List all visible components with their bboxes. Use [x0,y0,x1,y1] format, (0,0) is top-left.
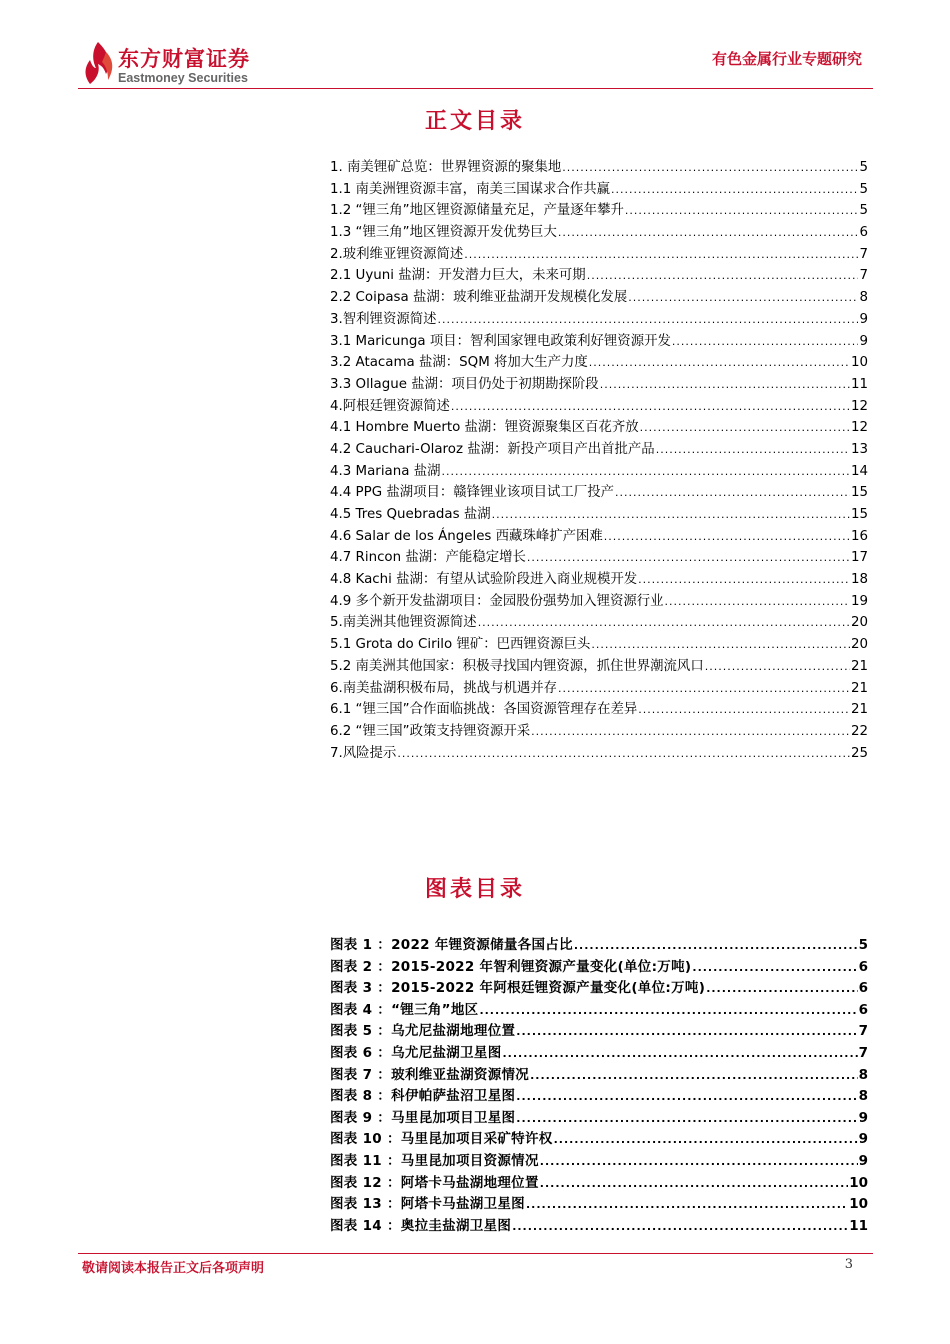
toc-entry-label: 1. 南美锂矿总览：世界锂资源的聚集地 [330,160,562,175]
toc-entry-page: 6 [858,1001,868,1018]
toc-dot-leader [464,244,858,266]
toc-entry-label: 6.1 “锂三国”合作面临挑战：各国资源管理存在差异 [330,702,638,718]
figure-toc-entry[interactable] [330,1108,868,1130]
toc-entry-page: 15 [850,507,868,522]
toc-entry-label: 图表 10 ：马里昆加项目采矿特许权 [330,1131,553,1148]
toc-entry-page: 11 [850,376,868,392]
main-toc-entry[interactable] [330,352,868,374]
toc-entry-page: 5 [859,160,868,175]
toc-entry-page: 20 [850,615,868,631]
toc-dot-leader [638,569,850,591]
main-toc-entry[interactable] [330,157,868,179]
figure-toc-entry[interactable] [330,1216,868,1238]
toc-entry-label: 图表 5 ：乌尤尼盐湖地理位置 [330,1023,516,1040]
toc-dot-leader [600,374,850,396]
report-type-label: 有色金属行业专题研究 [711,50,862,68]
toc-dot-leader [492,504,850,526]
main-toc-entry[interactable] [330,678,868,700]
toc-entry-label: 5.2 南美洲其他国家：积极寻找国内锂资源，抓住世界潮流风口 [330,658,704,674]
toc-entry-label: 5.南美洲其他锂资源简述 [330,615,477,631]
toc-dot-leader [705,656,850,678]
main-toc-entry[interactable] [330,417,868,439]
toc-entry-label: 4.5 Tres Quebradas 盐湖 [330,507,491,522]
main-toc-entry[interactable] [330,244,868,266]
main-toc-entry[interactable] [330,699,868,721]
main-toc-entry[interactable] [330,743,868,765]
main-toc-entry[interactable] [330,656,868,678]
main-toc-entry[interactable] [330,439,868,461]
toc-dot-leader [512,1216,848,1238]
toc-entry-label: 2.2 Coipasa 盐湖：玻利维亚盐湖开发规模化发展 [330,290,628,306]
toc-entry-page: 13 [850,441,868,457]
toc-dot-leader [692,957,857,979]
toc-dot-leader [604,526,850,548]
toc-entry-page: 14 [850,463,868,479]
toc-dot-leader [479,1000,857,1022]
toc-entry-page: 7 [858,1044,868,1061]
main-toc-entry[interactable] [330,265,868,287]
toc-entry-label: 3.2 Atacama 盐湖：SQM 将加大生产力度 [330,355,588,371]
toc-entry-page: 9 [859,333,868,349]
main-toc-entry[interactable] [330,591,868,613]
toc-entry-label: 6.南美盐湖积极布局，挑战与机遇并存 [330,680,558,696]
toc-dot-leader [611,179,858,201]
toc-entry-label: 图表 14 ：奥拉圭盐湖卫星图 [330,1217,512,1234]
toc-entry-page: 8 [859,290,868,306]
toc-dot-leader [558,222,859,244]
toc-entry-page: 11 [849,1217,868,1234]
toc-dot-leader [531,721,850,743]
toc-dot-leader [478,612,850,634]
logo-english-name: Eastmoney Securities [118,71,248,85]
toc-entry-page: 10 [849,1174,868,1191]
main-toc-entry[interactable] [330,200,868,222]
main-toc-entry[interactable] [330,482,868,504]
main-toc-entry[interactable] [330,461,868,483]
toc-entry-label: 图表 1 ：2022 年锂资源储量各国占比 [330,937,573,953]
toc-entry-page: 18 [850,572,868,588]
toc-entry-page: 10 [849,1196,868,1213]
toc-entry-label: 3.3 Ollague 盐湖：项目仍处于初期勘探阶段 [330,376,599,392]
main-toc-entry[interactable] [330,612,868,634]
figure-toc-entry[interactable] [330,1000,868,1022]
main-toc-entry[interactable] [330,331,868,353]
footer-disclaimer: 敬请阅读本报告正文后各项声明 [82,1261,265,1276]
figure-toc-entry[interactable] [330,1065,868,1087]
toc-dot-leader [526,1194,848,1216]
toc-entry-page: 5 [859,203,868,219]
main-toc-entry[interactable] [330,526,868,548]
toc-entry-page: 9 [859,311,868,327]
toc-dot-leader [554,1129,858,1151]
toc-entry-page: 7 [859,268,868,284]
toc-entry-page: 5 [859,181,868,197]
toc-entry-label: 4.2 Cauchari-Olaroz 盐湖：新投产项目产出首批产品 [330,441,655,457]
toc-dot-leader [587,265,859,287]
toc-entry-page: 20 [850,637,868,653]
toc-entry-page: 10 [850,355,868,371]
toc-entry-label: 4.7 Rincon 盐湖：产能稳定增长 [330,550,526,566]
toc-entry-label: 图表 4 ：“锂三角”地区 [330,1001,479,1018]
toc-entry-label: 图表 6 ：乌尤尼盐湖卫星图 [330,1044,502,1061]
figure-toc-entry[interactable] [330,1173,868,1195]
figure-toc-entry[interactable] [330,1194,868,1216]
toc-entry-page: 8 [858,1088,868,1105]
toc-dot-leader [625,200,859,222]
toc-dot-leader [516,1021,857,1043]
toc-entry-page: 25 [850,745,868,761]
figure-toc-entry[interactable] [330,1086,868,1108]
main-toc-entry[interactable] [330,179,868,201]
toc-entry-label: 图表 3 ：2015-2022 年阿根廷锂资源产量变化(单位:万吨) [330,980,706,997]
toc-entry-page: 21 [850,658,868,674]
toc-entry-label: 4.9 多个新开发盐湖项目：金园股份强势加入锂资源行业 [330,593,664,609]
toc-dot-leader [451,396,850,418]
toc-entry-label: 图表 7 ：玻利维亚盐湖资源情况 [330,1066,530,1083]
figure-toc-entry[interactable] [330,935,868,957]
main-toc-entry[interactable] [330,396,868,418]
toc-entry-page: 7 [858,1023,868,1040]
toc-entry-page: 6 [858,980,868,997]
main-toc-entry[interactable] [330,504,868,526]
toc-entry-label: 5.1 Grota do Cirilo 锂矿：巴西锂资源巨头 [330,637,591,653]
toc-entry-page: 19 [850,593,868,609]
toc-dot-leader [672,331,859,353]
toc-entry-label: 2.1 Uyuni 盐湖：开发潜力巨大，未来可期 [330,268,586,284]
toc-dot-leader [540,1173,848,1195]
toc-entry-label: 4.6 Salar de los Ángeles 西藏珠峰扩产困难 [330,528,603,544]
toc-dot-leader [589,352,850,374]
toc-dot-leader [527,547,850,569]
toc-entry-page: 16 [850,528,868,544]
toc-entry-page: 12 [850,398,868,414]
toc-entry-page: 6 [859,225,868,241]
page-number: 3 [844,1257,853,1272]
toc-entry-label: 图表 12 ：阿塔卡马盐湖地理位置 [330,1174,539,1191]
footer-divider [78,1253,873,1254]
toc-entry-page: 5 [858,937,868,953]
toc-dot-leader [397,743,850,765]
figure-toc-entry[interactable] [330,1021,868,1043]
toc-entry-page: 6 [858,958,868,975]
toc-dot-leader [441,461,849,483]
toc-dot-leader [640,417,850,439]
toc-entry-label: 4.8 Kachi 盐湖：有望从试验阶段进入商业规模开发 [330,572,638,588]
toc-entry-label: 4.4 PPG 盐湖项目：赣锋锂业该项目试工厂投产 [330,485,614,501]
figure-toc-title: 图表目录 [424,876,525,902]
toc-dot-leader [438,309,859,331]
figure-toc-list [330,935,868,1237]
toc-entry-page: 15 [850,485,868,501]
toc-entry-label: 2.玻利维亚锂资源简述 [330,246,464,262]
figure-toc-entry[interactable] [330,1151,868,1173]
toc-dot-leader [591,634,850,656]
toc-entry-page: 21 [850,702,868,718]
toc-entry-label: 1.3 “锂三角”地区锂资源开发优势巨大 [330,225,557,241]
toc-entry-label: 图表 13 ：阿塔卡马盐湖卫星图 [330,1196,525,1213]
main-toc-entry[interactable] [330,287,868,309]
figure-toc-entry[interactable] [330,978,868,1000]
toc-entry-label: 6.2 “锂三国”政策支持锂资源开采 [330,723,531,739]
toc-dot-leader [562,157,858,179]
toc-entry-page: 12 [850,420,868,436]
main-toc-entry[interactable] [330,547,868,569]
toc-dot-leader [516,1086,857,1108]
toc-entry-label: 图表 11 ：马里昆加项目资源情况 [330,1152,539,1169]
main-toc-entry[interactable] [330,222,868,244]
toc-entry-page: 9 [858,1131,868,1148]
main-toc-entry[interactable] [330,634,868,656]
figure-toc-entry[interactable] [330,957,868,979]
main-toc-entry[interactable] [330,721,868,743]
toc-dot-leader [656,439,850,461]
toc-entry-label: 图表 8 ：科伊帕萨盐沼卫星图 [330,1088,516,1105]
logo-chinese-name: 东方财富证券 [118,47,250,71]
toc-dot-leader [530,1065,858,1087]
main-toc-list [330,157,868,764]
toc-entry-page: 9 [858,1152,868,1169]
toc-entry-label: 4.阿根廷锂资源简述 [330,398,450,414]
flame-logo-icon [80,40,116,88]
figure-toc-entry[interactable] [330,1043,868,1065]
toc-dot-leader [503,1043,858,1065]
toc-entry-label: 7.风险提示 [330,745,397,761]
toc-dot-leader [516,1108,857,1130]
toc-entry-page: 9 [858,1109,868,1126]
header-divider [78,88,873,89]
toc-entry-label: 4.3 Mariana 盐湖 [330,463,441,479]
toc-entry-label: 1.2 “锂三角”地区锂资源储量充足，产量逐年攀升 [330,203,624,219]
toc-entry-label: 3.1 Maricunga 项目：智利国家锂电政策利好锂资源开发 [330,333,671,349]
main-toc-entry[interactable] [330,309,868,331]
toc-entry-page: 8 [858,1066,868,1083]
main-toc-title: 正文目录 [424,108,525,134]
toc-entry-label: 1.1 南美洲锂资源丰富，南美三国谋求合作共赢 [330,181,610,197]
page-header [0,0,950,100]
toc-entry-page: 7 [859,246,868,262]
toc-entry-label: 图表 9 ：马里昆加项目卫星图 [330,1109,516,1126]
toc-entry-label: 3.智利锂资源简述 [330,311,437,327]
toc-entry-page: 17 [850,550,868,566]
toc-entry-label: 图表 2 ：2015-2022 年智利锂资源产量变化(单位:万吨) [330,958,692,975]
toc-entry-label: 4.1 Hombre Muerto 盐湖：锂资源聚集区百花齐放 [330,420,639,436]
main-toc-entry[interactable] [330,374,868,396]
figure-toc-entry[interactable] [330,1129,868,1151]
toc-dot-leader [615,482,850,504]
toc-dot-leader [574,935,858,957]
toc-dot-leader [665,591,850,613]
main-toc-entry[interactable] [330,569,868,591]
company-logo [80,40,280,92]
toc-dot-leader [558,678,850,700]
toc-entry-page: 21 [850,680,868,696]
toc-dot-leader [540,1151,858,1173]
toc-dot-leader [628,287,858,309]
toc-dot-leader [706,978,857,1000]
toc-entry-page: 22 [850,723,868,739]
toc-dot-leader [638,699,850,721]
